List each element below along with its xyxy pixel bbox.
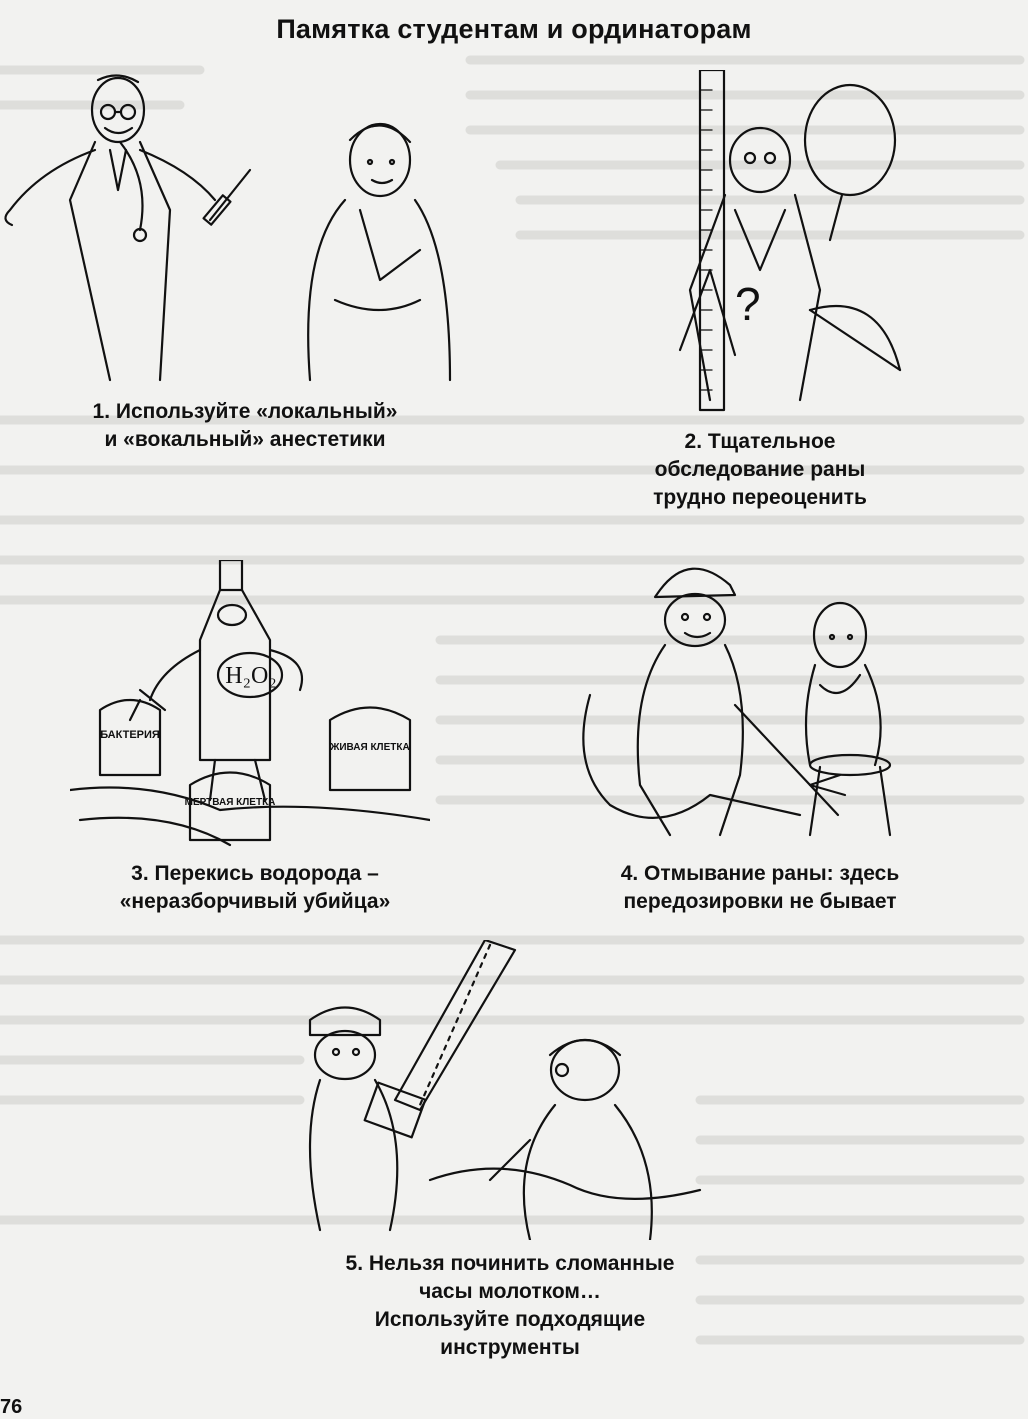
panel-2-caption-line-1: 2. Тщательное: [684, 430, 836, 453]
svg-text:?: ?: [735, 278, 761, 330]
panel-2-caption-line-3: трудно переоценить: [653, 486, 867, 509]
panel-4-caption-line-2: передозировки не бывает: [623, 890, 897, 913]
panel-3-caption-line-2: «неразборчивый убийца»: [119, 890, 391, 913]
panel-5-caption-line-3: Используйте подходящие: [374, 1308, 646, 1331]
doctor-with-magnifier-icon: [560, 70, 930, 420]
panel-1-caption-line-2: и «вокальный» анестетики: [104, 428, 386, 451]
panel-2-caption: [590, 428, 930, 512]
h2o2-bottle-icon: [70, 560, 430, 850]
panel-1-caption: [20, 398, 470, 454]
panel-2-illustration: [560, 70, 930, 420]
panel-3-illustration: [70, 560, 430, 850]
panel-4-caption: [570, 860, 950, 916]
wound-irrigation-icon: [570, 545, 950, 845]
tomb-live-cell-label: ЖИВАЯ КЛЕТКА: [330, 742, 410, 753]
panel-4-caption-line-1: 4. Отмывание раны: здесь: [620, 862, 900, 885]
panel-3-caption-line-1: 3. Перекись водорода –: [131, 862, 379, 885]
panel-3-caption: [60, 860, 450, 916]
chainsaw-surgeon-icon: [300, 940, 720, 1240]
tomb-bacteria-label: БАКТЕРИЯ: [100, 729, 160, 741]
panel-1-illustration: [0, 50, 470, 390]
page-number: 76: [0, 1396, 23, 1418]
panel-5-illustration: [300, 940, 720, 1240]
panel-5-caption-line-1: 5. Нельзя починить сломанные: [345, 1252, 675, 1275]
panel-5-caption-line-2: часы молотком…: [419, 1280, 601, 1303]
page-title: Памятка студентам и ординаторам: [276, 14, 752, 44]
doctor-with-syringe-icon: [0, 50, 470, 390]
panel-1-caption-line-1: 1. Используйте «локальный»: [92, 400, 398, 423]
panel-2-caption-line-2: обследование раны: [654, 458, 866, 481]
panel-4-illustration: [570, 545, 950, 845]
tomb-dead-cell-label: МЕРТВАЯ КЛЕТКА: [184, 797, 276, 808]
panel-5-caption-line-4: инструменты: [440, 1336, 580, 1359]
h2o2-label: H₂O₂: [225, 663, 277, 689]
panel-5-caption: [300, 1250, 720, 1362]
